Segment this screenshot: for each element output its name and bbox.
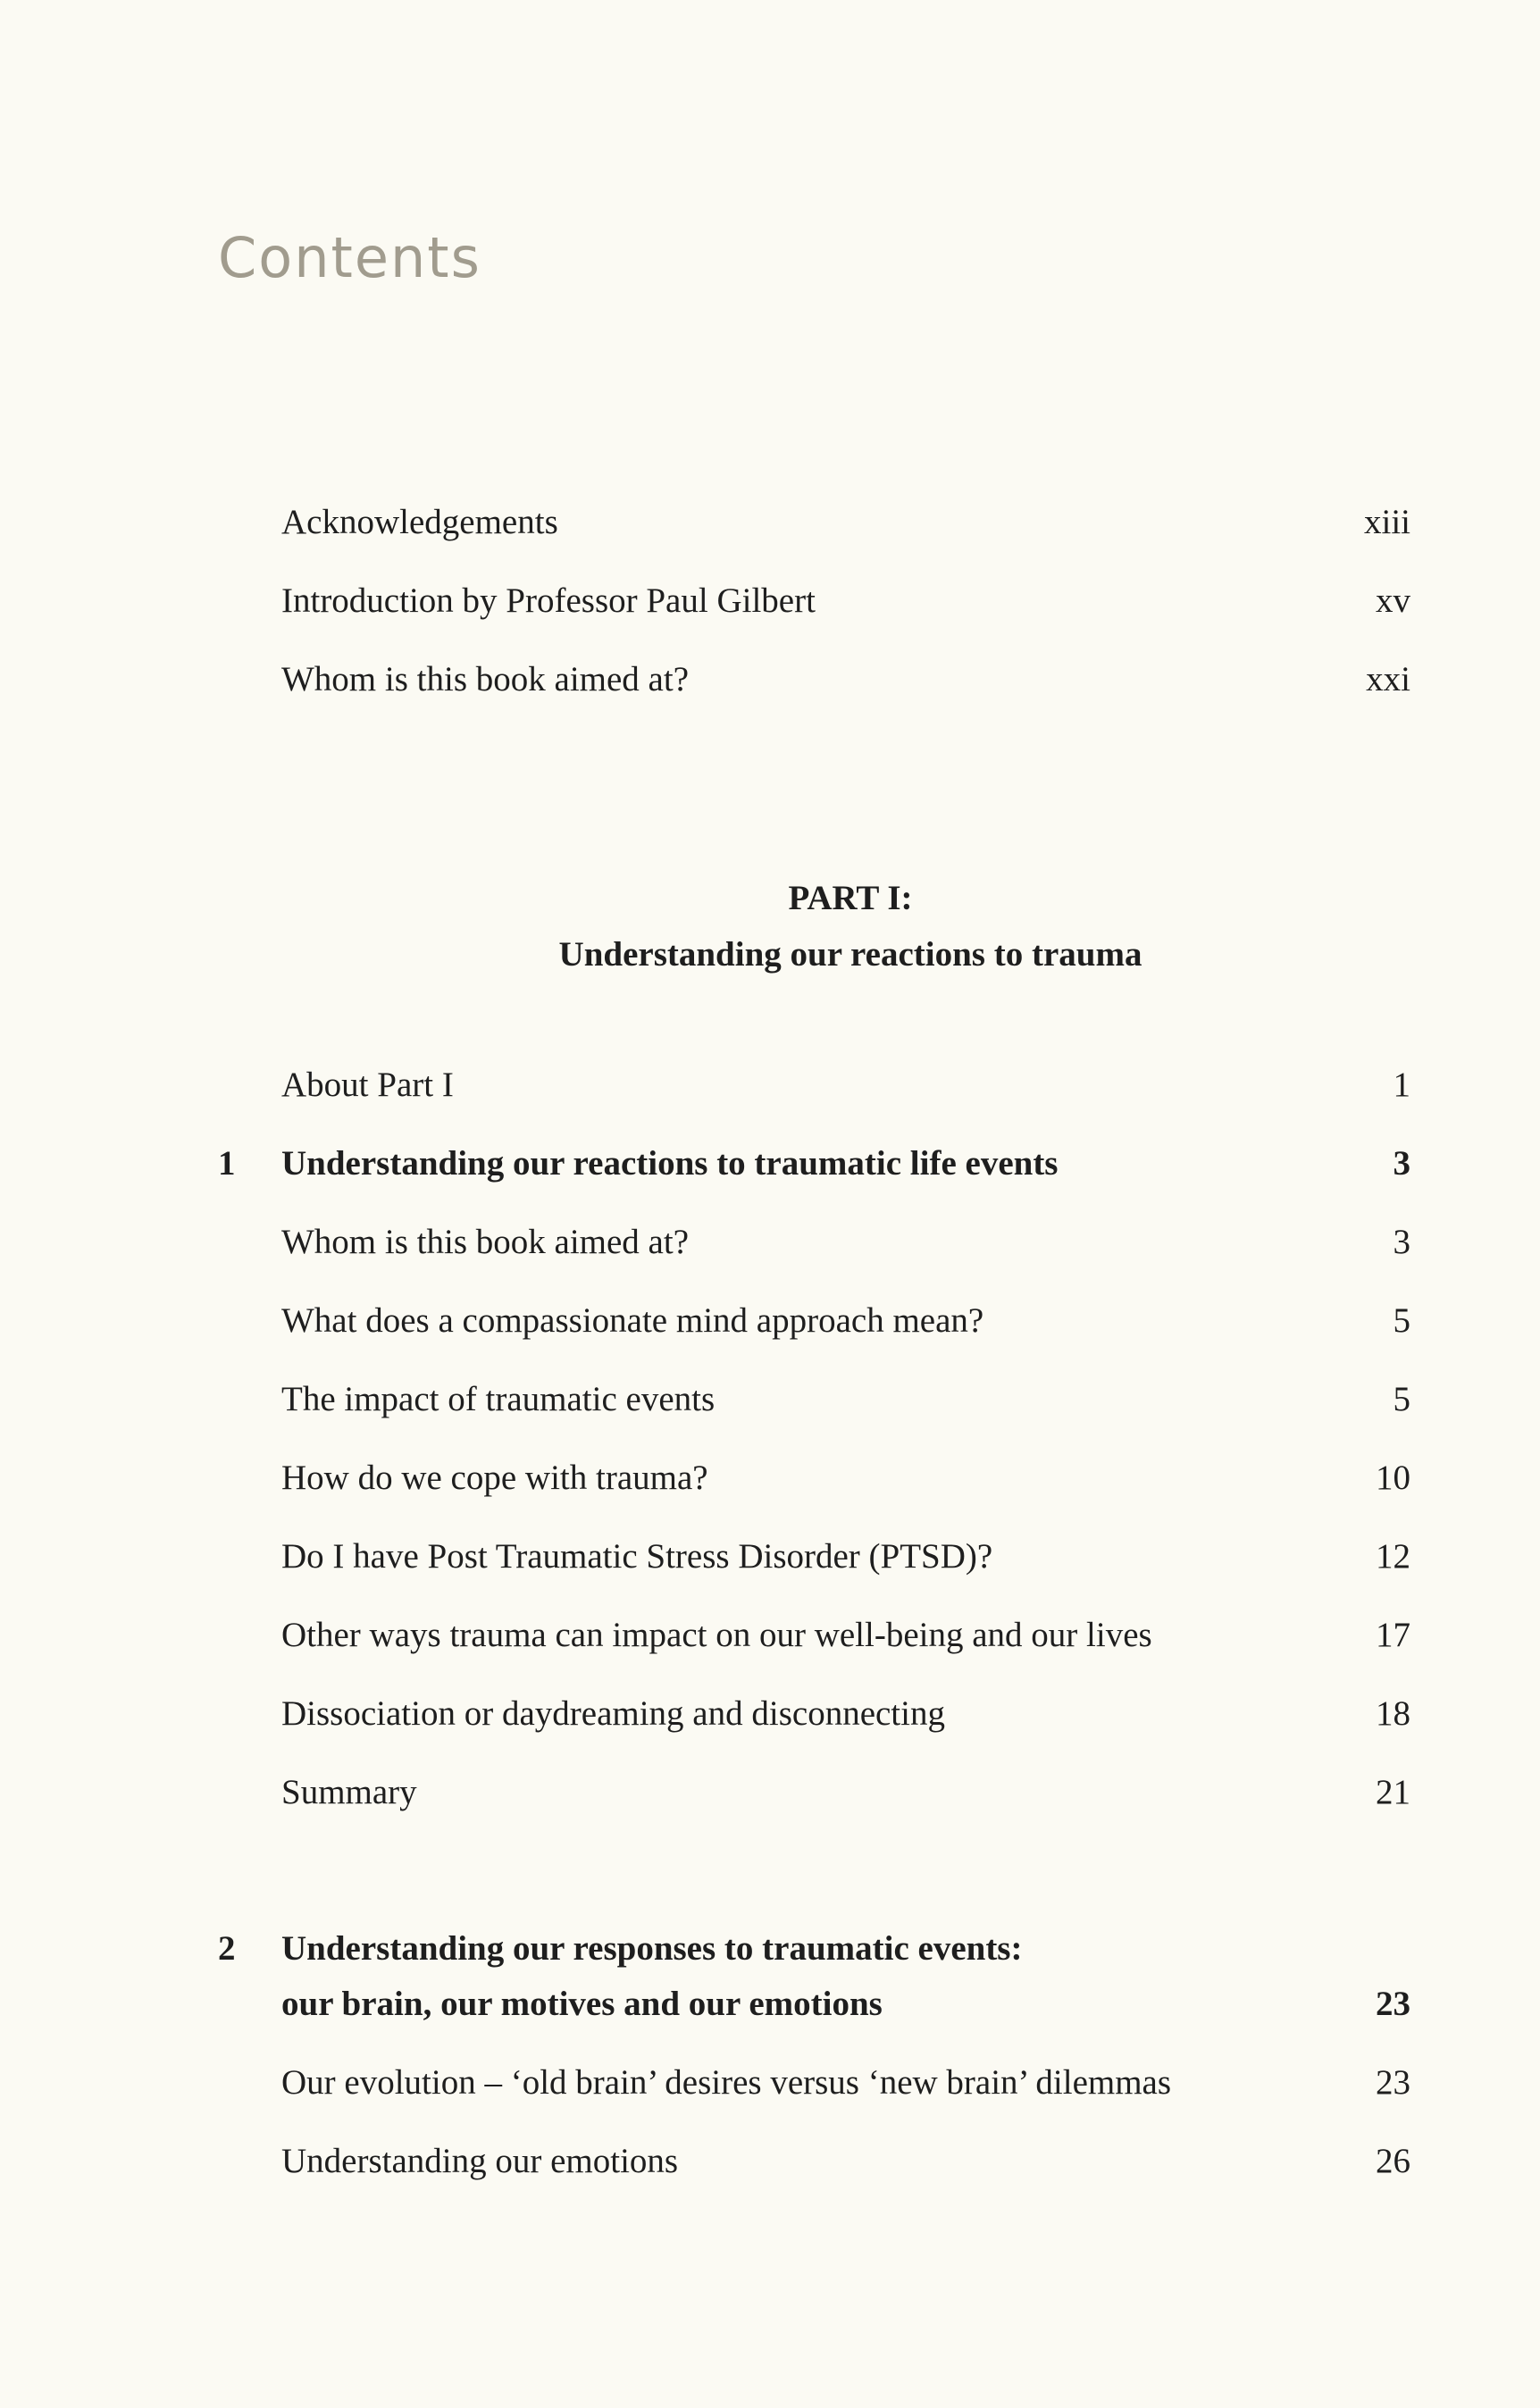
toc-entry-introduction[interactable] (0, 574, 1540, 628)
toc-entry-page: 1 (1393, 1066, 1410, 1104)
toc-entry-text: Acknowledgements (281, 503, 558, 541)
chapter-number: 1 (218, 1144, 236, 1183)
toc-entry-text: Other ways trauma can impact on our well-being and our lives (281, 1616, 1152, 1654)
toc-entry[interactable] (0, 1216, 1540, 1269)
toc-entry-text: Whom is this book aimed at? (281, 660, 690, 698)
toc-entry-page: 5 (1393, 1380, 1410, 1418)
toc-entry-text: What does a compassionate mind approach mean? (281, 1301, 984, 1340)
page-title: Contents (218, 225, 481, 290)
toc-entry-page: 10 (1376, 1459, 1410, 1497)
toc-entry-page: 17 (1376, 1616, 1410, 1654)
toc-chapter-1[interactable] (0, 1137, 1540, 1191)
toc-entry[interactable] (0, 2135, 1540, 2188)
toc-entry-about-part[interactable] (0, 1058, 1540, 1112)
toc-entry[interactable] (0, 1451, 1540, 1505)
part-label: PART I: (788, 879, 913, 917)
toc-entry[interactable] (0, 1687, 1540, 1741)
toc-entry-text: How do we cope with trauma? (281, 1459, 708, 1497)
toc-entry-text: Do I have Post Traumatic Stress Disorder (PTSD)? (281, 1537, 993, 1576)
toc-entry[interactable] (0, 1609, 1540, 1662)
toc-entry-text: About Part I (281, 1066, 454, 1104)
toc-chapter-2-line2[interactable] (0, 1977, 1540, 2031)
chapter-number: 2 (218, 1929, 236, 1968)
toc-entry-text: Our evolution – ‘old brain’ desires versus ‘new brain’ dilemmas (281, 2063, 1172, 2102)
toc-entry-page: xv (1376, 581, 1410, 620)
chapter-title: Understanding our reactions to traumatic life events (281, 1144, 1059, 1183)
toc-entry-page: xxi (1366, 660, 1410, 698)
chapter-page: 3 (1393, 1144, 1410, 1183)
toc-entry[interactable] (0, 1766, 1540, 1819)
toc-entry-text: Understanding our emotions (281, 2142, 679, 2180)
toc-entry-page: 26 (1376, 2142, 1410, 2180)
toc-entry-text: Summary (281, 1773, 417, 1811)
toc-entry-page: 12 (1376, 1537, 1410, 1576)
toc-entry-page: 3 (1393, 1223, 1410, 1261)
toc-entry[interactable] (0, 1530, 1540, 1584)
toc-entry-page: 23 (1376, 2063, 1410, 2102)
chapter-title: our brain, our motives and our emotions (281, 1985, 883, 2023)
chapter-page: 23 (1376, 1985, 1410, 2023)
toc-entry[interactable] (0, 1373, 1540, 1426)
toc-entry-whom-aimed[interactable] (0, 653, 1540, 707)
toc-chapter-2-line1[interactable] (0, 1922, 1540, 1976)
chapter-title: Understanding our responses to traumatic events: (281, 1929, 1023, 1968)
toc-entry[interactable] (0, 2056, 1540, 2110)
toc-entry-text: Dissociation or daydreaming and disconnecting (281, 1694, 945, 1733)
toc-entry-page: 18 (1376, 1694, 1410, 1733)
toc-entry-page: xiii (1363, 503, 1410, 541)
toc-entry-page: 21 (1376, 1773, 1410, 1811)
toc-entry[interactable] (0, 1294, 1540, 1348)
toc-entry-acknowledgements[interactable] (0, 496, 1540, 549)
toc-entry-page: 5 (1393, 1301, 1410, 1340)
toc-entry-text: Whom is this book aimed at? (281, 1223, 690, 1261)
toc-entry-text: Introduction by Professor Paul Gilbert (281, 581, 816, 620)
part-title: Understanding our reactions to trauma (558, 935, 1142, 974)
toc-entry-text: The impact of traumatic events (281, 1380, 716, 1418)
